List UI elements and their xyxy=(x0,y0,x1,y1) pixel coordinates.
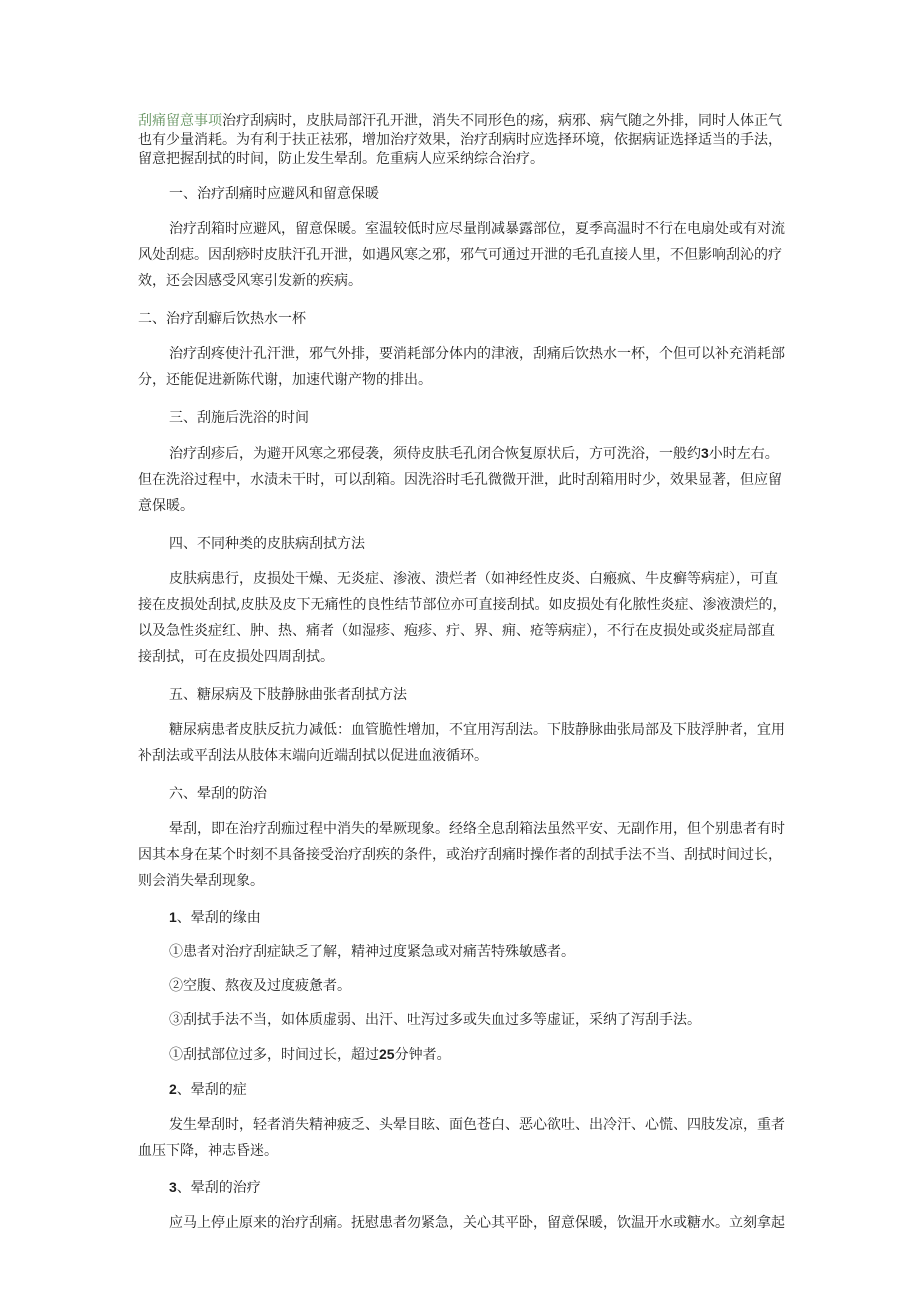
subsection-2-body: 发生晕刮时，轻者消失精神疲乏、头晕目眩、面色苍白、恶心欲吐、出冷汗、心慌、四肢发凉，重者血压下降，神志昏迷。 xyxy=(138,1117,785,1159)
subsection-1-number: 1 xyxy=(169,909,177,925)
cause-item-4-a: ①刮拭部位过多，时间过长，超过 xyxy=(169,1047,379,1063)
subsection-2-number: 2 xyxy=(169,1081,177,1097)
section-4-heading: 四、不同种类的皮肤病刮拭方法 xyxy=(169,536,365,552)
section-2-body: 治疗刮疼使汁孔汗泄，邪气外排，要消耗部分体内的津液，刮痛后饮热水一杯，个但可以补充消耗部分，还能促进新陈代谢，加速代谢产物的排出。 xyxy=(138,346,785,388)
section-5-body: 糖尿病患者皮肤反抗力减低：血管脆性增加，不宜用泻刮法。下肢静脉曲张局部及下肢浮肿者，宜用补刮法或平刮法从肢体末端向近端刮拭以促进血液循环。 xyxy=(138,722,785,764)
document-page xyxy=(138,112,788,1236)
subsection-3-number: 3 xyxy=(169,1179,177,1195)
hours-number: 3 xyxy=(701,445,709,461)
document-title: 刮痛留意事项 xyxy=(138,113,222,129)
section-4-body: 皮肤病患行，皮损处干燥、无炎症、渗液、溃烂者（如神经性皮炎、白瘢疯、牛皮癣等病症），可直接在皮损处刮拭,皮肤及皮下无痛性的良性结节部位亦可直接刮拭。如皮损处有化脓性炎症、渗液溃烂的，以及急性炎症红、肿、热、痛者（如湿疹、疱疹、疔、界、痈、疮等病症），不行在皮损处或炎症局部直接刮拭，可在皮损处四周刮拭。 xyxy=(138,571,787,665)
section-1-heading: 一、治疗刮痛时应避风和留意保暖 xyxy=(169,186,379,202)
subsection-2-title: 、晕刮的症 xyxy=(176,1082,247,1098)
subsection-3-title: 、晕刮的治疗 xyxy=(176,1180,261,1196)
section-1-body: 治疗刮箱时应避风，留意保暖。室温较低时应尽量削减暴露部位，夏季高温时不行在电扇处或有对流风处刮痣。因刮痧时皮肤汗孔开泄，如遇风寒之邪，邪气可通过开泄的毛孔直接人里，不但影响刮沁的疗效，还会因感受风寒引发新的疾病。 xyxy=(138,221,785,289)
cause-item-3: ③刮拭手法不当，如体质虚弱、出汗、吐泻过多或失血过多等虚证，采纳了泻刮手法。 xyxy=(169,1012,701,1028)
subsection-2-heading xyxy=(138,1078,788,1101)
section-3-heading: 三、刮施后洗浴的时间 xyxy=(169,410,309,426)
section-6-heading: 六、晕刮的防治 xyxy=(169,786,267,802)
cause-item-4-b: 分钟者。 xyxy=(394,1047,451,1063)
section-3-body xyxy=(138,440,788,519)
intro-text: 治疗刮病时，皮肤局部汗孔开泄，消失不同形色的疡，病邪、病气随之外排，同时人体正气也有少量消耗。为有利于扶正祛邪，增加治疗效果，治疗刮病时应选择环境，依据病证选择适当的手法，留意把握刮拭的时间，防止发生晕刮。危重病人应采纳综合治疗。 xyxy=(138,113,782,167)
section-3-body-b: 小时左右。但在洗浴过程中，水渍未干时，可以刮箱。因洗浴时毛孔微微开泄，此时刮箱用时少，效果显著，但应留意保暖。 xyxy=(138,446,782,514)
subsection-1-heading xyxy=(138,906,788,929)
section-2-heading: 二、治疗刮癖后饮热水一杯 xyxy=(138,311,306,327)
subsection-3-heading xyxy=(138,1176,788,1199)
intro-paragraph xyxy=(138,112,788,169)
section-3-body-a: 治疗刮疹后，为避开风寒之邪侵袭，须侍皮肤毛孔闭合恢复原状后，方可洗浴，一般约 xyxy=(169,446,701,462)
section-5-heading: 五、糖尿病及下肢静脉曲张者刮拭方法 xyxy=(169,687,407,703)
cause-item-4 xyxy=(138,1043,788,1066)
subsection-1-title: 、晕刮的缘由 xyxy=(176,910,261,926)
cause-item-2: ②空腹、熬夜及过度疲惫者。 xyxy=(169,978,351,994)
subsection-3-body: 应马上停止原来的治疗刮痛。抚慰患者勿紧急，关心其平卧，留意保暖，饮温开水或糖水。立刻拿起 xyxy=(169,1215,785,1231)
cause-item-1: ①患者对治疗刮症缺乏了解，精神过度紧急或对痛苦特殊敏感者。 xyxy=(169,944,575,960)
section-6-body: 晕刮，即在治疗刮痂过程中消失的晕厥现象。经络全息刮箱法虽然平安、无副作用，但个别患者有时因其本身在某个时刻不具备接受治疗刮疾的条件，或治疗刮痛时操作者的刮拭手法不当、刮拭时间过长，则会消失晕刮现象。 xyxy=(138,821,785,889)
minutes-number: 25 xyxy=(379,1046,395,1062)
